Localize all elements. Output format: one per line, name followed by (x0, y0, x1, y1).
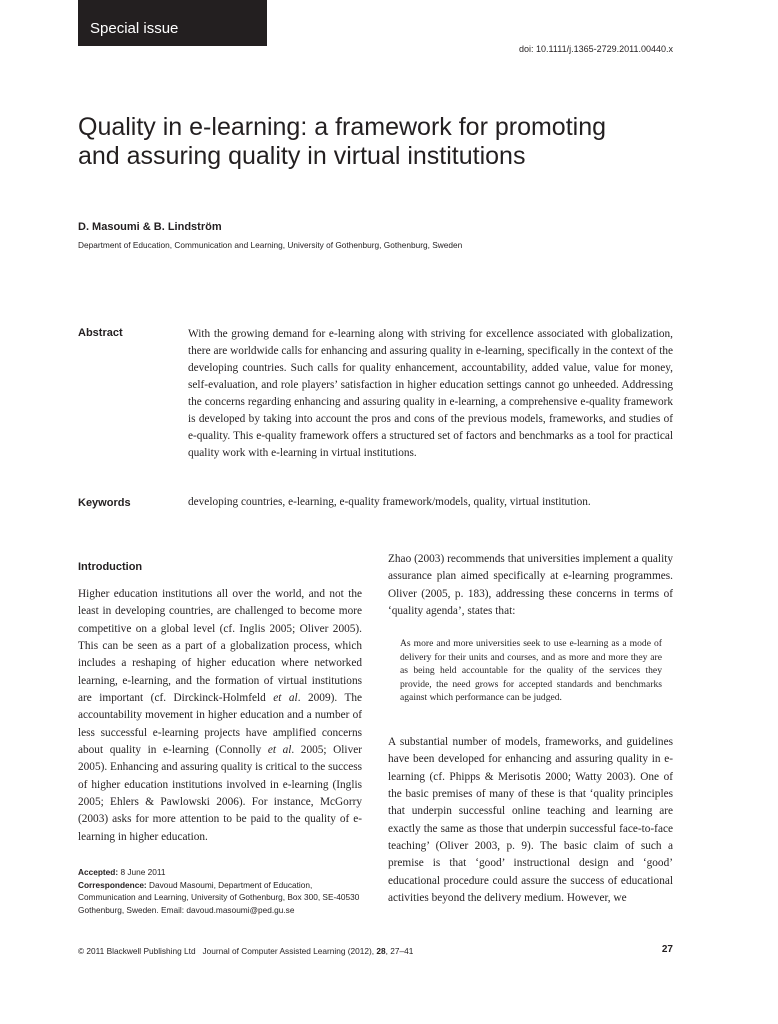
keywords-text: developing countries, e-learning, e-quality framework/models, quality, virtual institution. (188, 496, 591, 508)
correspondence-label: Correspondence: (78, 879, 147, 890)
special-issue-tab (78, 0, 267, 46)
authors: D. Masoumi & B. Lindström (78, 221, 222, 233)
affiliation: Department of Education, Communication and Learning, University of Gothenburg, Gothenburg, Sweden (78, 240, 463, 250)
article-title: Quality in e-learning: a framework for promoting and assuring quality in virtual institutions (78, 113, 607, 170)
introduction-heading: Introduction (78, 561, 143, 573)
keywords-label: Keywords (78, 497, 131, 509)
volume: 28 (376, 946, 386, 956)
intro-right-paragraph-1: Zhao (2003) recommends that universities implement a quality assurance plan aimed specifically at e-learning programmes. Oliver (2005, p. 183), addressing these concerns in terms of ‘quality agenda’, states that: (388, 553, 673, 618)
accepted-label: Accepted: (78, 867, 119, 877)
intro-left-etal-1: et al (273, 692, 298, 705)
abstract-label: Abstract (78, 327, 123, 339)
intro-left-text-b: . 2009). The accountability movement in higher education and a number of less successful e-learning projects have amplified concerns about quality in e-learning (Connolly (78, 692, 363, 757)
page-range: , 27–41 (385, 946, 414, 956)
intro-left-text-a: Higher education institutions all over the world, and not the least in developing countries, are challenged to become more competitive on a global level (cf. Inglis 2005; Oliver 2005). This can be seen as a part of a globalization process, which includes a reshaping of higher education where networked learning, e-learning, and the formation of virtual institutions are important (cf. Dirckinck-Holmfeld (78, 588, 362, 705)
journal-citation: Journal of Computer Assisted Learning (2012), (202, 946, 375, 956)
abstract-text: With the growing demand for e-learning along with striving for excellence associated with globalization, there are worldwide calls for enhancing and assuring quality in e-learning, specifically in the context of the developing countries. Such calls for quality enhancement, accountability, added value, value for money, self-evaluation, and role players’ satisfaction in higher education settings cannot go unheeded. Addressing the concerns regarding enhancing and assuring quality in e-learning, a comprehensive e-quality framework is developed by taking into account the pros and cons of the previous models, frameworks, and studies of e-quality. This e-quality framework offers a structured set of factors and benchmarks as a tool for practical quality work with e-learning in virtual institutions. (188, 328, 673, 459)
intro-left-paragraph (78, 586, 362, 846)
correspondence-text: Davoud Masoumi, Department of Education, Communication and Learning, University of Gothenburg, Box 300, SE-40530 Gothenburg, Sweden. Email: davoud.masoumi@ped.gu.se (78, 879, 360, 915)
intro-right-paragraph-2: A substantial number of models, frameworks, and guidelines have been developed for enhancing and assuring quality in e-learning (cf. Phipps & Merisotis 2000; Watty 2003). One of the basic premises of many of these is that ‘quality principles that underpin successful online teaching and learning are exactly the same as those that underpin successful face-to-face teaching’ (Oliver 2003, p. 9). The basic claim of such a premise is that ‘good’ instructional design and ‘good’ educational procedure could assure the success of educational activities beyond the delivery medium. However, we (388, 736, 673, 905)
doi: doi: 10.1111/j.1365-2729.2011.00440.x (519, 44, 673, 54)
special-issue-label: Special issue (90, 20, 179, 37)
accepted-date: 8 June 2011 (120, 867, 166, 877)
article-meta (78, 866, 362, 916)
intro-left-etal-2: et al (267, 744, 292, 757)
copyright: © 2011 Blackwell Publishing Ltd (78, 946, 196, 956)
block-quote: As more and more universities seek to use e-learning as a mode of delivery for their units and courses, and as more and more they are as being held accountable for the quality of the services they provide, the need grows for accepted standards and benchmarks against which performance can be judged. (400, 638, 662, 704)
intro-left-text-c: . 2005; Oliver 2005). Enhancing and assuring quality is critical to the success of higher education institutions involved in e-learning (Inglis 2005; Ehlers & Pawlowski 2006). For instance, McGorry (2003) asks for more attention to be paid to the quality of e-learning in higher education. (78, 744, 362, 843)
footer (78, 946, 413, 956)
page-number: 27 (661, 944, 673, 955)
